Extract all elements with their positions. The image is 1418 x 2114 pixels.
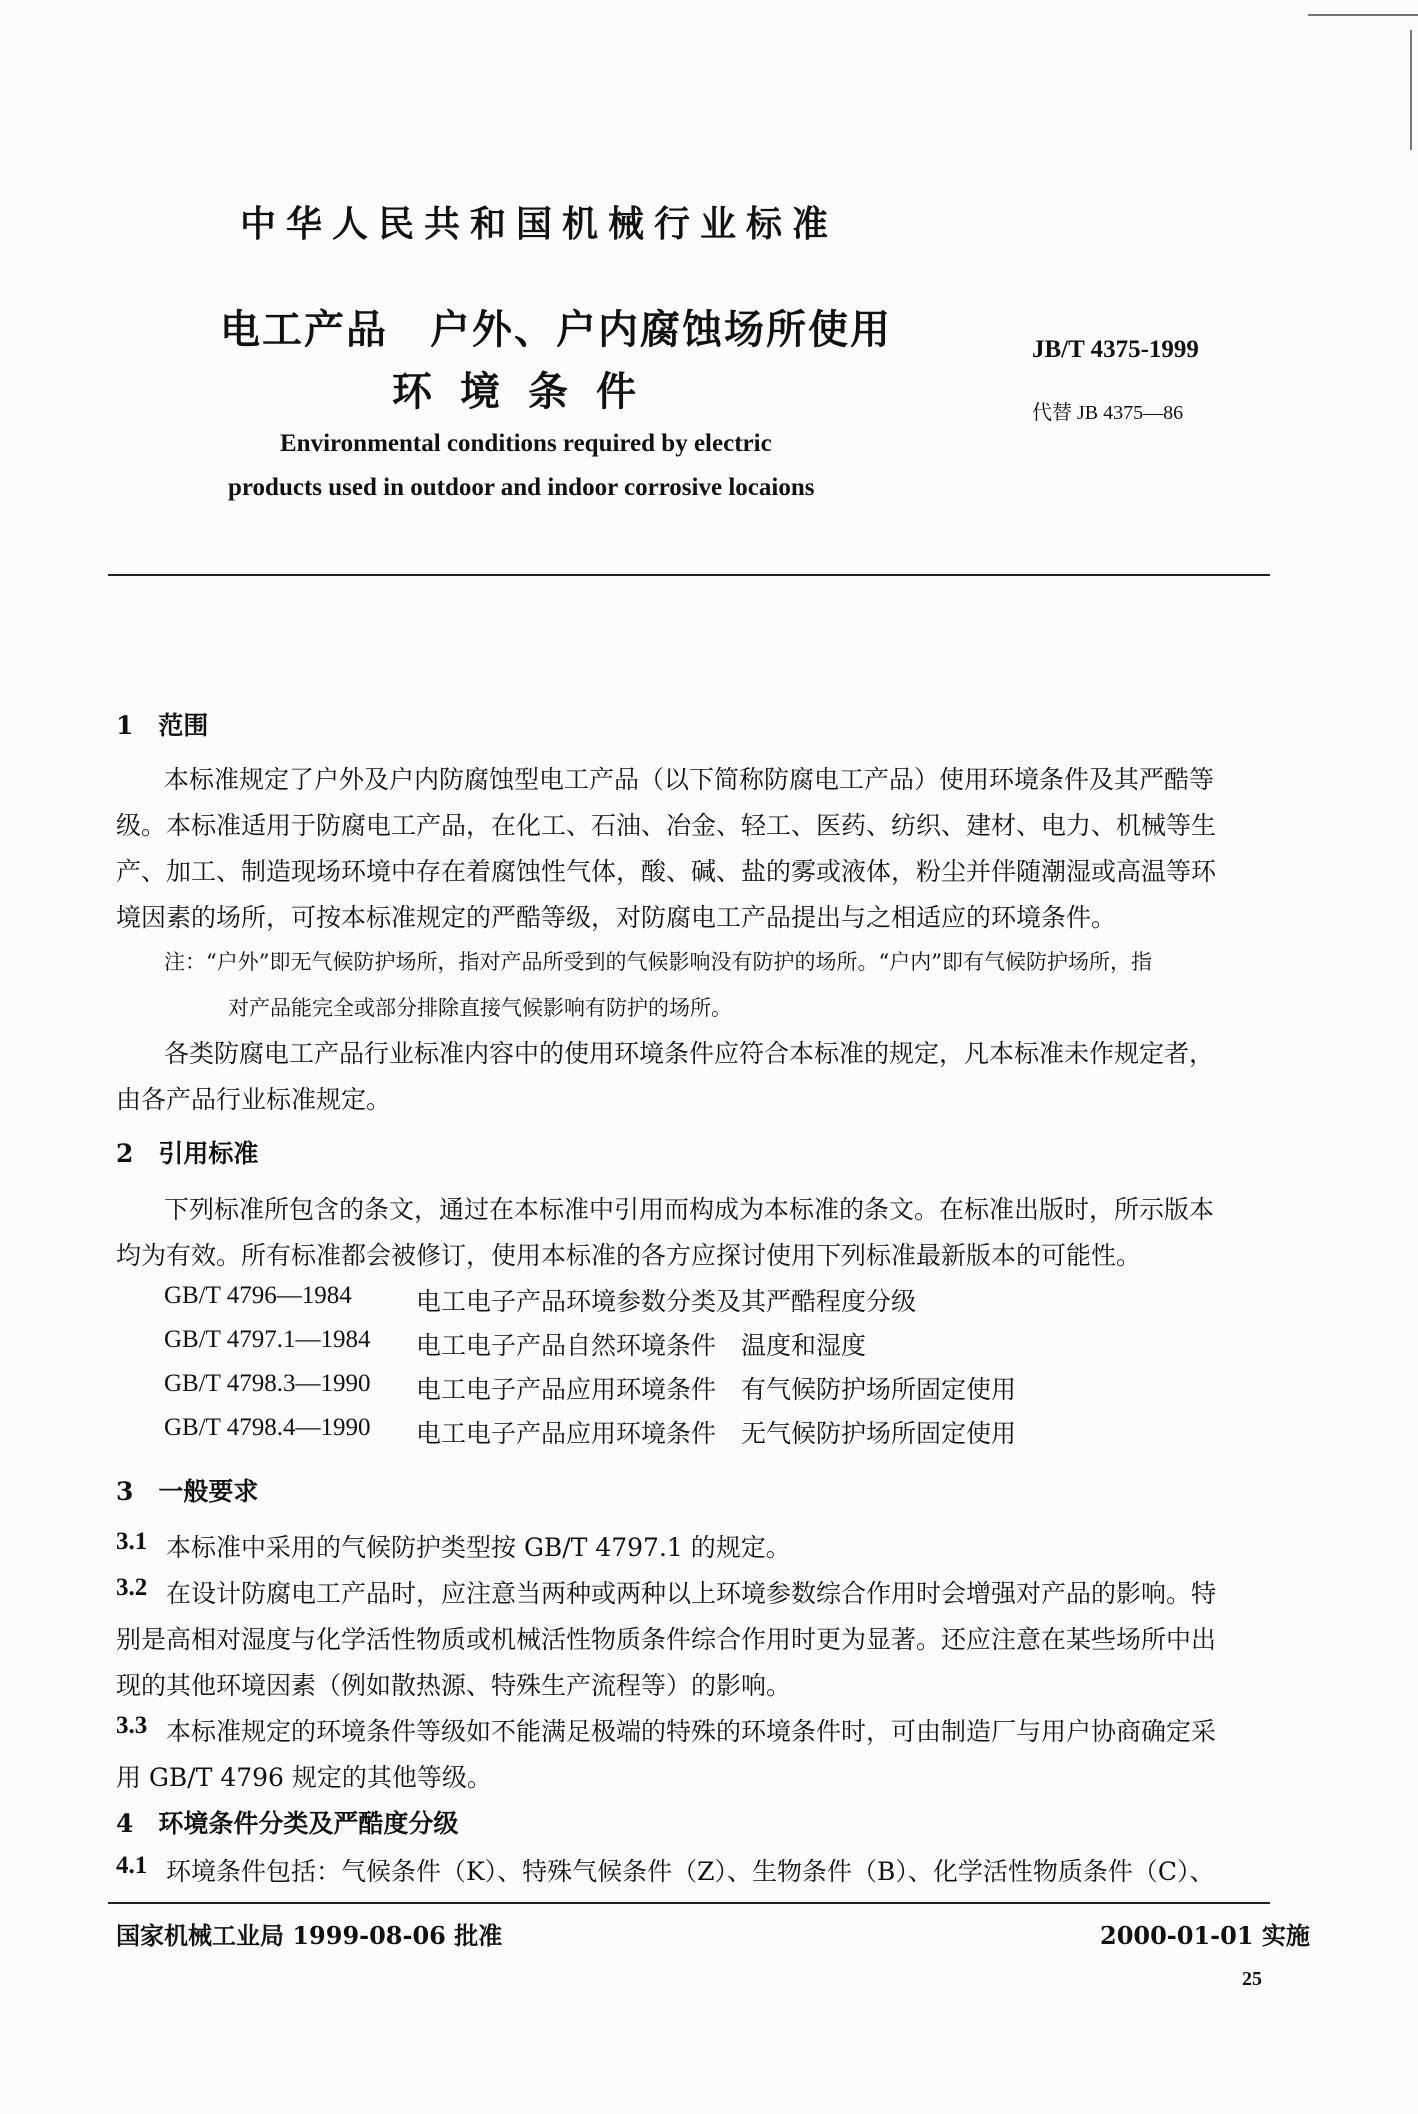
section-heading-scope: 1 范围 <box>116 711 209 740</box>
standard-number: JB/T 4375-1999 <box>1032 336 1199 363</box>
clause-number: 3.1 <box>116 1528 148 1555</box>
industry-standard-heading: 中华人民共和国机械行业标准 <box>240 204 839 245</box>
reference-code: GB/T 4796—1984 <box>164 1282 352 1309</box>
document-title-line1: 电工产品 户外、户内腐蚀场所使用 <box>220 307 892 353</box>
clause-number: 3.2 <box>116 1574 148 1601</box>
replaces-standard: 代替 JB 4375—86 <box>1032 402 1184 424</box>
reference-code: GB/T 4798.4—1990 <box>164 1414 371 1441</box>
page-number: 25 <box>1242 1968 1262 1990</box>
document-title-line2: 环境条件 <box>392 369 664 415</box>
scope-paragraph-line: 本标准规定了户外及户内防腐蚀型电工产品（以下简称防腐电工产品）使用环境条件及其严酷等 <box>164 765 1215 794</box>
scan-edge-line <box>1410 30 1412 150</box>
header-divider <box>108 574 1270 576</box>
scope-paragraph-line: 由各产品行业标准规定。 <box>116 1085 392 1114</box>
section-heading-classification: 4 环境条件分类及严酷度分级 <box>116 1809 459 1838</box>
references-paragraph-line: 均为有效。所有标准都会被修订，使用本标准的各方应探讨使用下列标准最新版本的可能性。 <box>116 1241 1142 1270</box>
footer-divider <box>108 1902 1270 1904</box>
reference-title: 电工电子产品环境参数分类及其严酷程度分级 <box>416 1287 917 1316</box>
reference-title: 电工电子产品应用环境条件 有气候防护场所固定使用 <box>416 1375 1017 1404</box>
clause-3-2-line: 别是高相对湿度与化学活性物质或机械活性物质条件综合作用时更为显著。还应注意在某些场所中出 <box>116 1625 1217 1654</box>
clause-3-2-line: 现的其他环境因素（例如散热源、特殊生产流程等）的影响。 <box>116 1671 792 1700</box>
scope-paragraph-line: 产、加工、制造现场环境中存在着腐蚀性气体，酸、碱、盐的雾或液体，粉尘并伴随潮湿或高温等环 <box>116 857 1217 886</box>
scope-note-line: 对产品能完全或部分排除直接气候影响有防护的场所。 <box>228 996 732 1020</box>
clause-number: 4.1 <box>116 1852 148 1879</box>
clause-3-3-line: 用 GB/T 4796 规定的其他等级。 <box>116 1763 492 1792</box>
clause-3-3-line: 本标准规定的环境条件等级如不能满足极端的特殊的环境条件时，可由制造厂与用户协商确定采 <box>166 1717 1217 1746</box>
scope-paragraph-line: 各类防腐电工产品行业标准内容中的使用环境条件应符合本标准的规定，凡本标准未作规定者， <box>164 1039 1215 1068</box>
approval-note: 国家机械工业局 1999-08-06 批准 <box>116 1921 503 1950</box>
clause-3-1-line: 本标准中采用的气候防护类型按 GB/T 4797.1 的规定。 <box>166 1533 791 1562</box>
reference-code: GB/T 4798.3—1990 <box>164 1370 371 1397</box>
section-heading-references: 2 引用标准 <box>116 1139 259 1168</box>
section-heading-general: 3 一般要求 <box>116 1477 259 1506</box>
scan-edge-line <box>1308 14 1418 16</box>
reference-title: 电工电子产品应用环境条件 无气候防护场所固定使用 <box>416 1419 1017 1448</box>
scope-paragraph-line: 境因素的场所，可按本标准规定的严酷等级，对防腐电工产品提出与之相适应的环境条件。 <box>116 903 1117 932</box>
clause-4-1-line: 环境条件包括：气候条件（K）、特殊气候条件（Z）、生物条件（B）、化学活性物质条件（C）、 <box>166 1857 1215 1886</box>
scope-paragraph-line: 级。本标准适用于防腐电工产品，在化工、石油、冶金、轻工、医药、纺织、建材、电力、机械等生 <box>116 811 1217 840</box>
english-title-line1: Environmental conditions required by electric <box>280 430 772 457</box>
english-title-line2: products used in outdoor and indoor corrosive locaions <box>228 474 815 501</box>
clause-number: 3.3 <box>116 1712 148 1739</box>
reference-code: GB/T 4797.1—1984 <box>164 1326 371 1353</box>
reference-title: 电工电子产品自然环境条件 温度和湿度 <box>416 1331 867 1360</box>
references-paragraph-line: 下列标准所包含的条文，通过在本标准中引用而构成为本标准的条文。在标准出版时，所示版本 <box>164 1195 1215 1224</box>
implementation-date: 2000-01-01 实施 <box>1100 1921 1310 1950</box>
clause-3-2-line: 在设计防腐电工产品时，应注意当两种或两种以上环境参数综合作用时会增强对产品的影响。特 <box>166 1579 1217 1608</box>
scope-note-line: 注：“户外”即无气候防护场所，指对产品所受到的气候影响没有防护的场所。“户内”即有气候防护场所，指 <box>164 950 1152 974</box>
